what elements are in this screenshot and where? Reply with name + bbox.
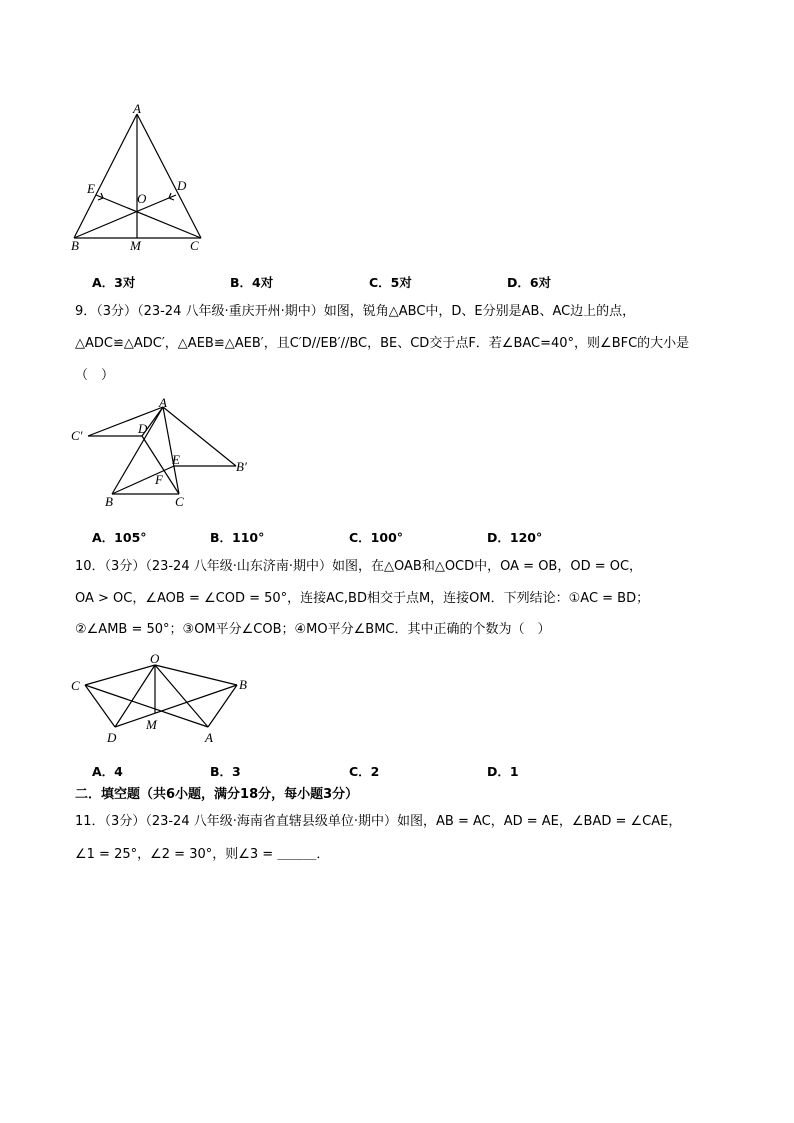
label-C-prime: C′ <box>71 428 83 443</box>
label-E: E <box>87 181 95 196</box>
q11-number: 11． <box>75 814 105 829</box>
q10-number: 10． <box>75 559 105 574</box>
q9-figure <box>65 392 265 517</box>
q10-line1 <box>75 560 642 573</box>
q10-options <box>92 762 519 780</box>
q9-options <box>92 528 542 546</box>
q10-option-b[interactable]: B．3 <box>210 764 241 779</box>
label-C: C <box>190 238 199 253</box>
q10-option-a[interactable]: A．4 <box>92 764 123 779</box>
label-C: C <box>175 494 184 509</box>
label-D: D <box>107 730 117 745</box>
label-A: A <box>159 395 167 410</box>
q9-option-b[interactable]: B．110° <box>210 530 265 545</box>
label-A: A <box>133 101 141 116</box>
q9-stem-1: 如图，锐角△ABC中，D、E分别是AB、AC边上的点， <box>323 304 636 319</box>
q10-option-c[interactable]: C．2 <box>349 764 380 779</box>
q10-stem-3: ②∠AMB = 50°；③OM平分∠COB；④MO平分∠BMC．其中正确的个数为（ ） <box>75 622 551 637</box>
q9-option-d[interactable]: D．120° <box>487 530 543 545</box>
q8-option-b[interactable]: B．4对 <box>230 275 274 290</box>
q10-option-d[interactable]: D．1 <box>487 764 519 779</box>
q9-line2 <box>75 337 689 350</box>
label-O: O <box>137 191 147 206</box>
q8-option-c[interactable]: C．5对 <box>369 275 412 290</box>
q11-stem-1: 如图，AB = AC，AD = AE，∠BAD = ∠CAE， <box>397 814 682 829</box>
q10-stem-2: OA > OC，∠AOB = ∠COD = 50°，连接AC,BD相交于点M，连接OM．下列结论：①AC = BD； <box>75 591 650 606</box>
q11-stem-2[interactable]: ∠1 = 25°，∠2 = 30°，则∠3 = ＿＿＿． <box>75 847 330 862</box>
q11-source: （23-24 八年级·海南省直辖县级单位·期中） <box>145 814 398 829</box>
q11-line1 <box>75 815 681 828</box>
label-E: E <box>172 452 180 467</box>
q9-stem-2: △ADC≌△ADC′，△AEB≌△AEB′，且C′D//EB′//BC，BE、CD交于点F．若∠BAC=40°，则∠BFC的大小是 <box>75 336 690 351</box>
label-D: D <box>138 421 148 436</box>
q11-line2 <box>75 848 329 861</box>
q9-line3 <box>75 369 114 382</box>
triangle-abc-figure <box>60 100 220 260</box>
q9-line1 <box>75 305 635 318</box>
label-B: B <box>71 238 79 253</box>
q10-source: （23-24 八年级·山东济南·期中） <box>145 559 333 574</box>
label-O: O <box>150 651 160 666</box>
q10-figure <box>65 645 265 745</box>
label-M: M <box>130 238 141 253</box>
q8-option-a[interactable]: A．3对 <box>92 275 136 290</box>
label-M: M <box>146 717 157 732</box>
q8-option-d[interactable]: D．6对 <box>507 275 552 290</box>
label-D: D <box>177 178 187 193</box>
q10-stem-1: 如图，在△OAB和△OCD中，OA = OB，OD = OC， <box>332 559 643 574</box>
q9-stem-3: （ ） <box>75 368 115 383</box>
label-B-prime: B′ <box>236 459 247 474</box>
label-B: B <box>239 677 247 692</box>
q10-line2 <box>75 592 649 605</box>
q8-figure <box>60 100 220 260</box>
q10-line3 <box>75 623 551 636</box>
rotated-triangle-figure <box>65 392 265 517</box>
q8-options <box>92 273 551 291</box>
q9-score: （3分） <box>96 304 138 319</box>
two-triangles-figure <box>65 645 265 745</box>
q10-score: （3分） <box>104 559 146 574</box>
q9-option-c[interactable]: C．100° <box>349 530 404 545</box>
label-C: C <box>71 678 80 693</box>
section-2-title: 二．填空题（共6小题，满分18分，每小题3分） <box>75 787 359 802</box>
q9-option-a[interactable]: A．105° <box>92 530 147 545</box>
label-B: B <box>105 494 113 509</box>
q9-source: （23-24 八年级·重庆开州·期中） <box>137 304 324 319</box>
label-A: A <box>205 730 213 745</box>
q11-score: （3分） <box>104 814 146 829</box>
q9-number: 9． <box>75 304 97 319</box>
label-F: F <box>155 472 163 487</box>
